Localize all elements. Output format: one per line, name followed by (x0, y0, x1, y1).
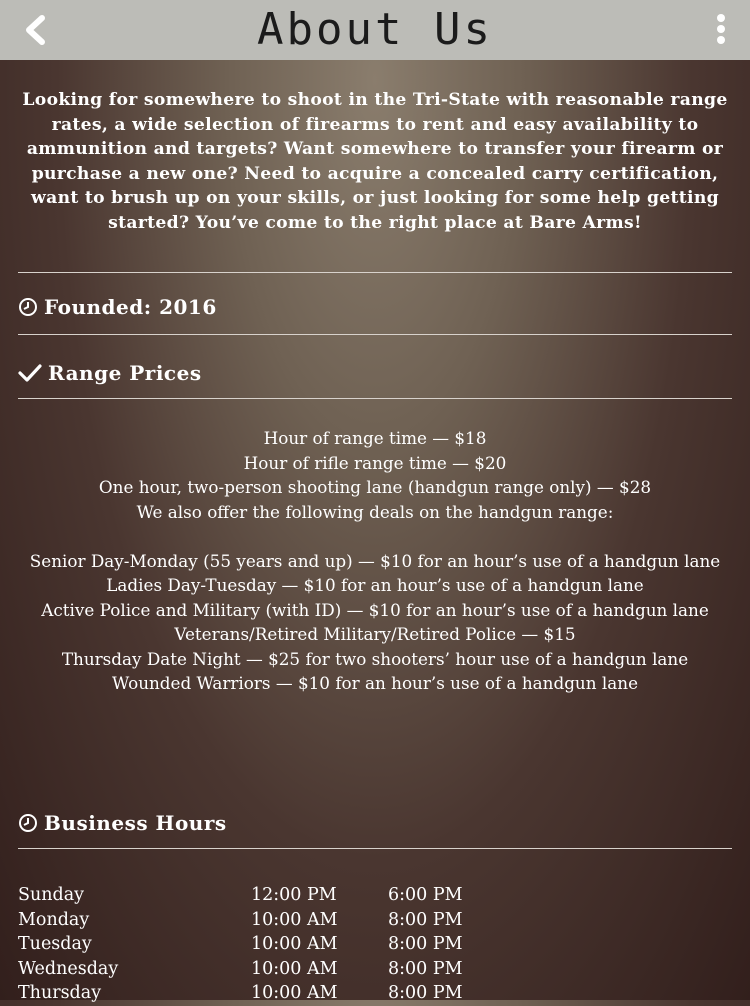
range-prices-label: Range Prices (48, 361, 202, 385)
deal-line: Thursday Date Night — $25 for two shooters’ hour use of a handgun lane (61, 648, 689, 669)
price-line: Hour of rifle range time — $20 (243, 452, 507, 473)
deal-line: Senior Day-Monday (55 years and up) — $10 for an hour’s use of a handgun lane (29, 550, 721, 571)
open-time: 10:00 AM (251, 909, 338, 930)
day-label: Thursday (18, 983, 102, 1003)
hours-row (18, 883, 732, 908)
hours-row (18, 908, 732, 933)
day-label: Monday (18, 909, 90, 930)
price-line: Hour of range time — $18 (263, 428, 487, 448)
clock-icon (18, 813, 38, 833)
day-label: Wednesday (18, 958, 119, 979)
app-header (0, 0, 750, 60)
divider (18, 272, 732, 273)
price-line: We also offer the following deals on the handgun range: (136, 501, 614, 522)
clock-icon (18, 297, 38, 317)
open-time: 12:00 PM (251, 885, 337, 905)
day-label: Tuesday (18, 934, 92, 954)
range-prices-list (18, 426, 732, 696)
close-time: 6:00 PM (388, 885, 463, 905)
founded-heading (18, 294, 217, 320)
range-prices-heading[interactable] (18, 360, 202, 386)
divider (18, 334, 732, 335)
hours-row (18, 932, 732, 957)
divider (18, 848, 732, 849)
close-time: 8:00 PM (388, 983, 463, 1003)
business-hours-label: Business Hours (44, 811, 227, 835)
open-time: 10:00 AM (251, 934, 338, 954)
business-hours-heading (18, 810, 227, 836)
checkmark-icon (18, 363, 42, 383)
close-time: 8:00 PM (388, 958, 463, 979)
founded-label: Founded: 2016 (44, 295, 217, 319)
day-label: Sunday (18, 885, 85, 905)
hours-row (18, 957, 732, 982)
more-vertical-icon (717, 14, 725, 22)
close-time: 8:00 PM (388, 909, 463, 930)
business-hours-table (18, 883, 732, 1006)
deal-line: Ladies Day-Tuesday — $10 for an hour’s use of a handgun lane (106, 575, 644, 595)
open-time: 10:00 AM (251, 958, 338, 979)
intro-text: Looking for somewhere to shoot in the Tri-State with reasonable range rates, a wide selection of firearms to rent and easy availability to ammunition and targets? Want somewhere to transfer your firearm or purchase a new one? Need to acquire a concealed carry certification, want to brush up on your skills, or just looking for some help getting started? You’ve come to the right place at Bare Arms! (22, 90, 728, 233)
page-title: About Us (257, 4, 493, 55)
hours-row (18, 981, 732, 1006)
open-time: 10:00 AM (251, 983, 338, 1003)
deal-line: Wounded Warriors — $10 for an hour’s use of a handgun lane (111, 673, 638, 693)
divider (18, 398, 732, 399)
close-time: 8:00 PM (388, 934, 463, 954)
more-menu-button[interactable] (714, 14, 728, 46)
deal-line: Active Police and Military (with ID) — $10 for an hour’s use of a handgun lane (41, 599, 709, 620)
price-line: One hour, two-person shooting lane (handgun range only) — $28 (98, 477, 652, 497)
deal-line: Veterans/Retired Military/Retired Police — $15 (174, 624, 576, 644)
